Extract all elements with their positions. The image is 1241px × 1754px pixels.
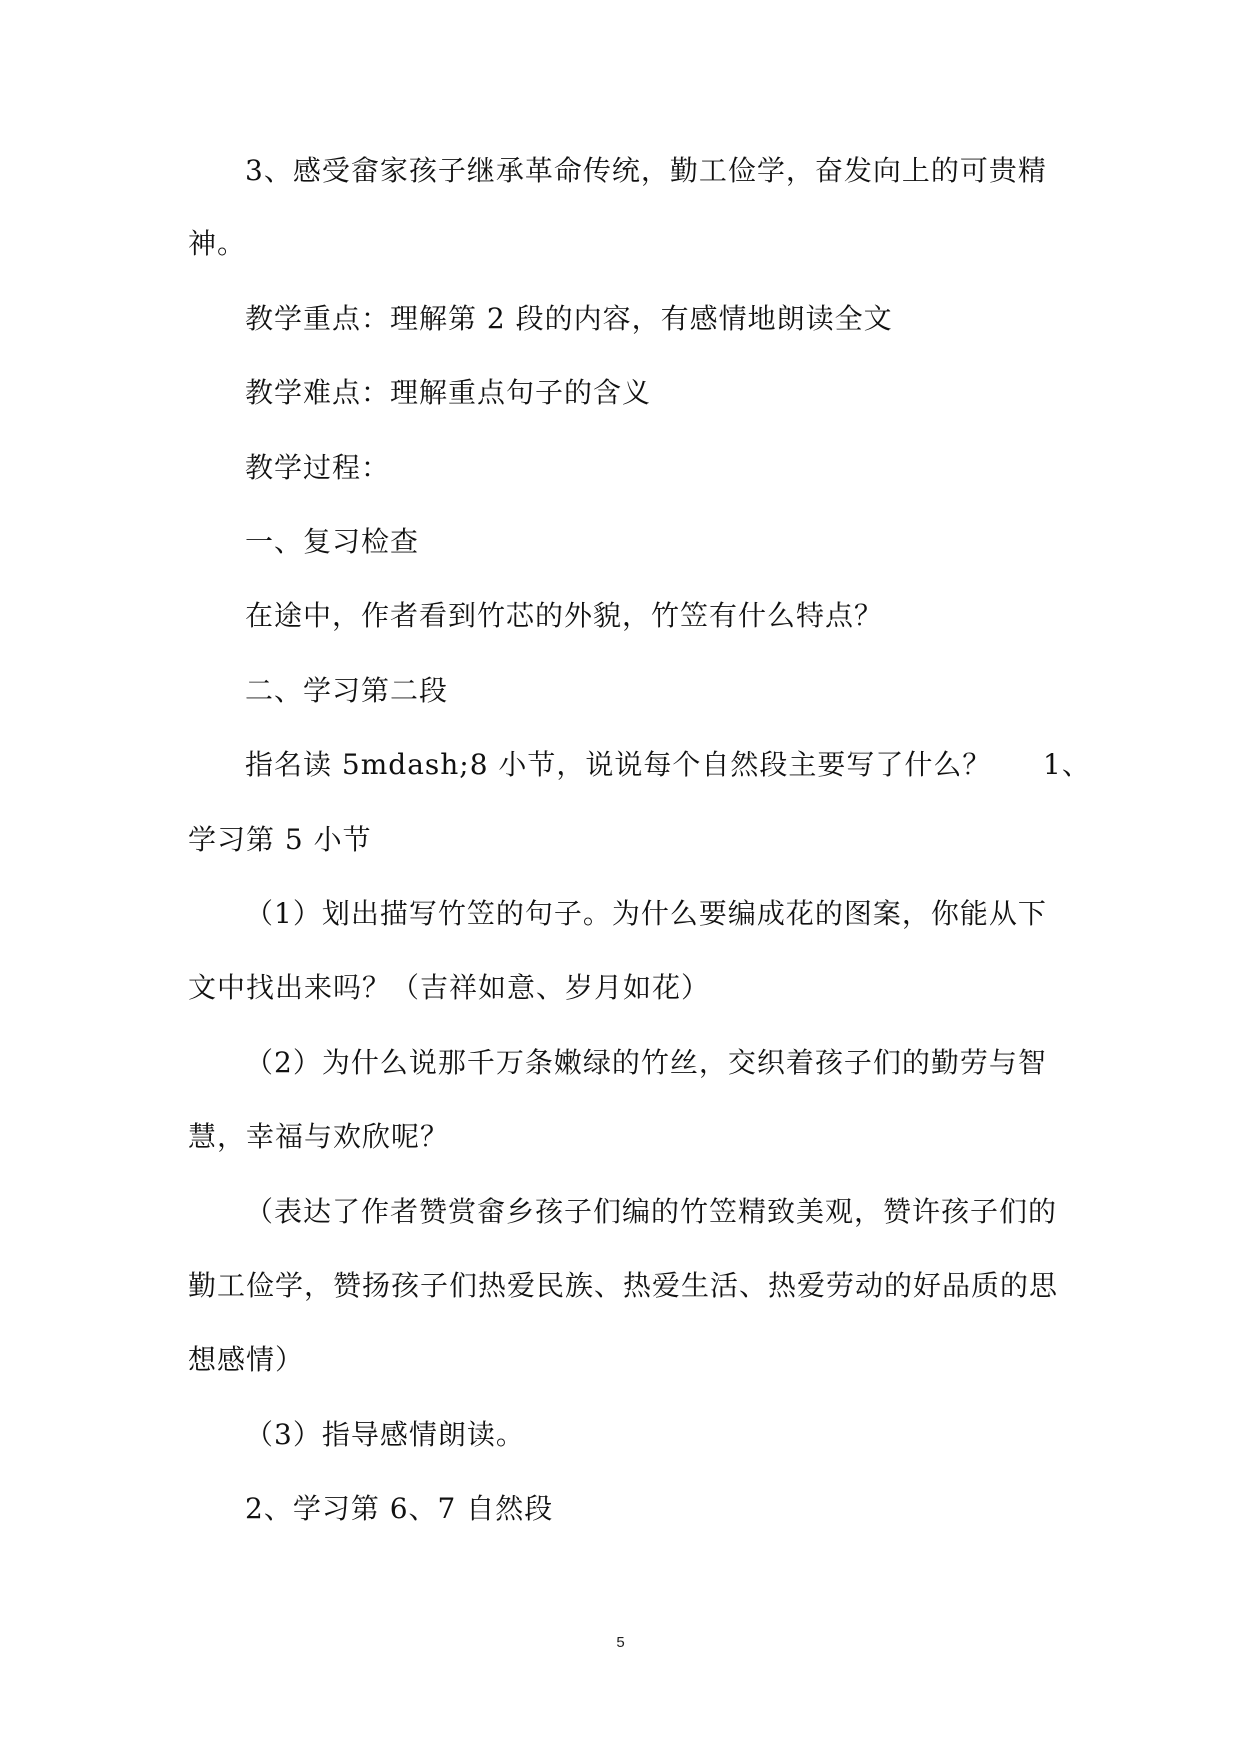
text-line: 想感情） xyxy=(188,1343,305,1376)
text-line: 学习第 5 小节 xyxy=(188,823,372,856)
text-line: 教学难点：理解重点句子的含义 xyxy=(245,376,652,409)
text-line: 3、感受畲家孩子继承革命传统，勤工俭学，奋发向上的可贵精 xyxy=(245,154,1047,187)
text-line: 教学重点：理解第 2 段的内容，有感情地朗读全文 xyxy=(245,302,893,335)
text-line: 勤工俭学，赞扬孩子们热爱民族、热爱生活、热爱劳动的好品质的思 xyxy=(188,1269,1059,1302)
text-line: （1）划出描写竹笠的句子。为什么要编成花的图案，你能从下 xyxy=(245,897,1047,930)
text-line: （3）指导感情朗读。 xyxy=(245,1418,525,1451)
text-line: 在途中，作者看到竹芯的外貌，竹笠有什么特点？ xyxy=(245,599,884,632)
text-line: 2、学习第 6、7 自然段 xyxy=(245,1492,554,1525)
text-line: 1、 xyxy=(1043,748,1091,781)
text-line: （2）为什么说那千万条嫩绿的竹丝，交织着孩子们的勤劳与智 xyxy=(245,1046,1047,1079)
page-number: 5 xyxy=(616,1634,625,1651)
text-line: 文中找出来吗？（吉祥如意、岁月如花） xyxy=(188,971,711,1004)
text-line: 慧，幸福与欢欣呢？ xyxy=(188,1120,450,1153)
section-heading: 二、学习第二段 xyxy=(245,674,449,707)
text-line: 神。 xyxy=(188,227,247,260)
text-line: （表达了作者赞赏畲乡孩子们编的竹笠精致美观，赞许孩子们的 xyxy=(245,1195,1058,1228)
section-heading: 一、复习检查 xyxy=(245,525,420,558)
text-line: 指名读 5mdash;8 小节，说说每个自然段主要写了什么？ xyxy=(245,748,992,781)
text-line: 教学过程： xyxy=(245,451,391,484)
